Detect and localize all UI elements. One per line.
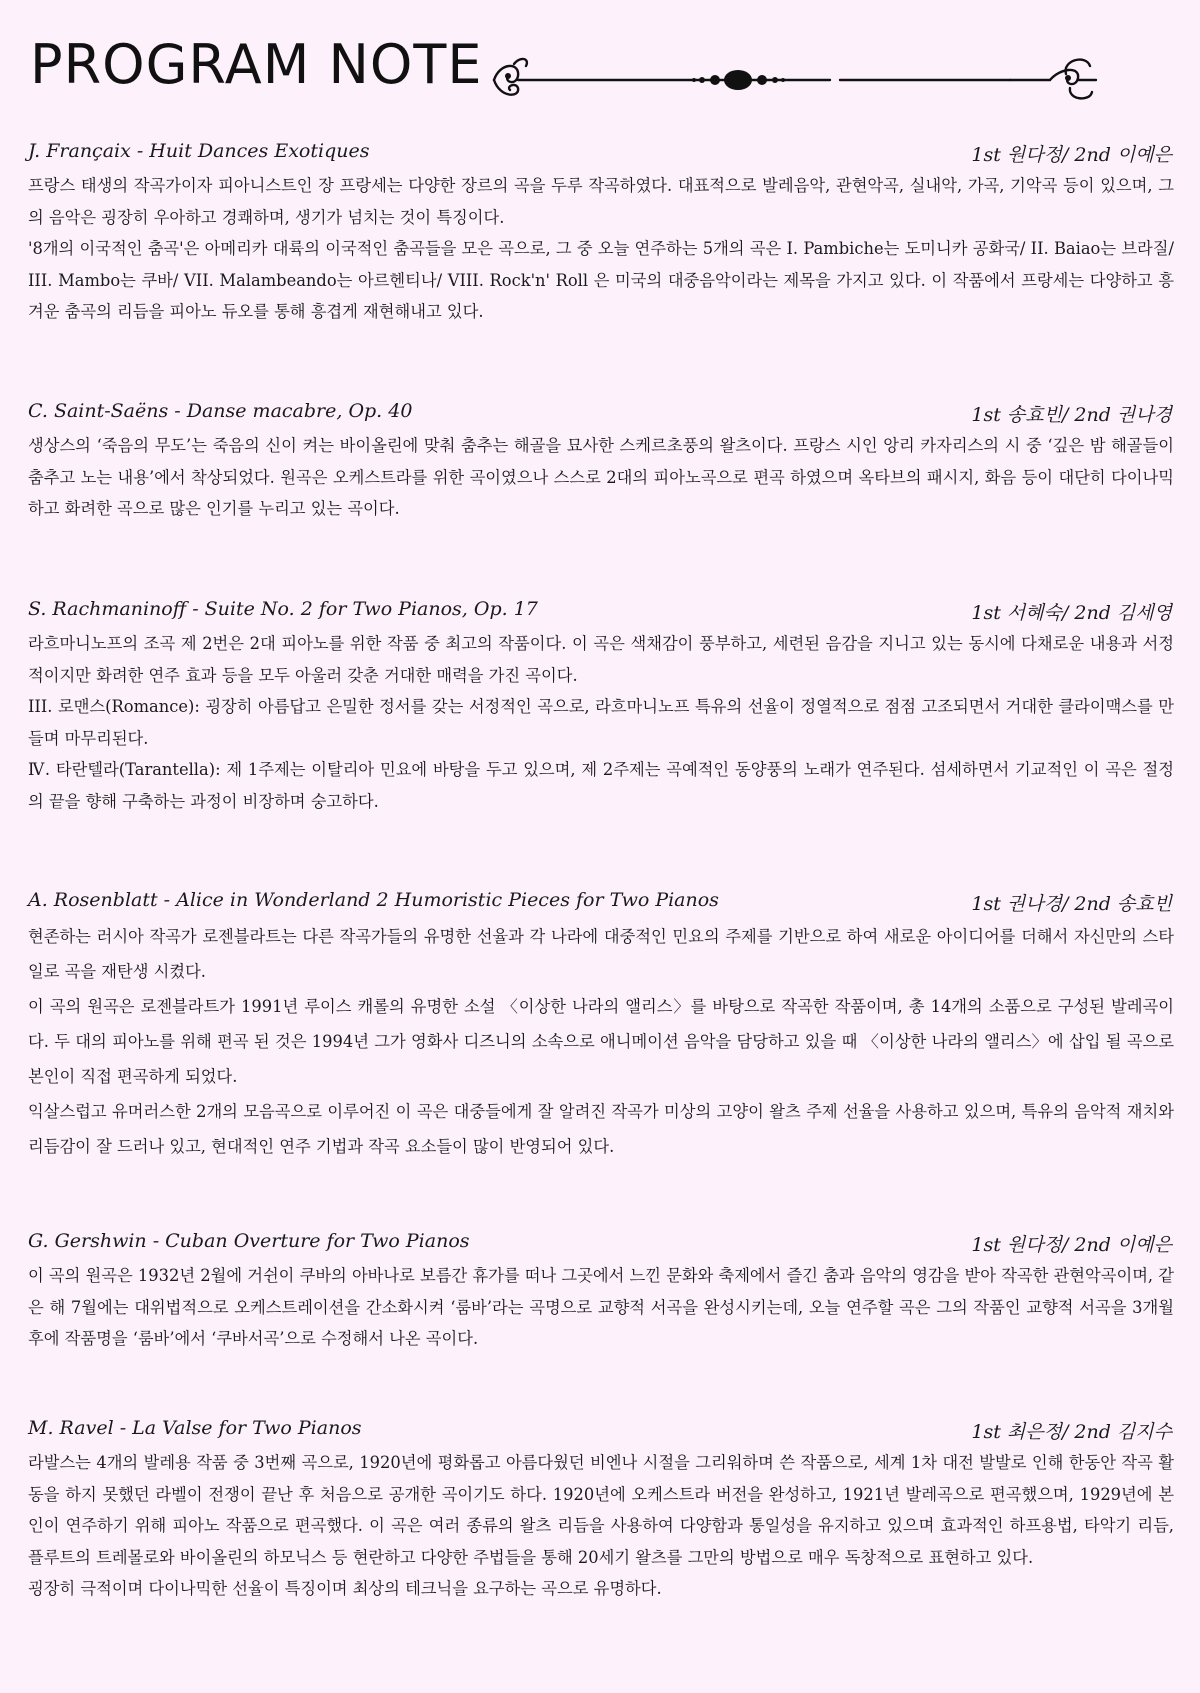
piece-title: G. Gershwin - Cuban Overture for Two Pianos <box>28 1230 470 1252</box>
entry-heading <box>28 889 1174 919</box>
entry-paragraph: 라발스는 4개의 발레용 작품 중 3번째 곡으로, 1920년에 평화롭고 아름다웠던 비엔나 시절을 그리워하며 쓴 작품으로, 세계 1차 대전 발발로 인해 한동안 작곡 활동을 하지 못했던 라벨이 전쟁이 끝난 후 처음으로 공개한 곡이기도 하다. 1920년에 오케스트라 버전을 완성하고, 1921년 발레곡으로 편곡했으며, 1929년에 본인이 연주하기 위해 피아노 작품으로 편곡했다. 이 곡은 여러 종류의 왈츠 리듬을 사용하여 다양함과 통일성을 유지하고 있으며 효과적인 하프용법, 타악기 리듬, 플루트의 트레몰로와 바이올린의 하모닉스 등 현란하고 다양한 주법들을 통해 20세기 왈츠를 그만의 방법으로 매우 독창적으로 표현하고 있다. <box>28 1453 1174 1567</box>
piece-title: S. Rachmaninoff - Suite No. 2 for Two Pianos, Op. 17 <box>28 598 538 620</box>
piece-title: J. Françaix - Huit Dances Exotiques <box>28 140 370 162</box>
entry-paragraph: '8개의 이국적인 춤곡'은 아메리카 대륙의 이국적인 춤곡들을 모은 곡으로, 그 중 오늘 연주하는 5개의 곡은 I. Pambiche는 도미니카 공화국/ II. Baiao는 브라질/ III. Mambo는 쿠바/ VII. Malambeando는 아르헨티나/ VIII. Rock'n' Roll 은 미국의 대중음악이라는 제목을 가지고 있다. 이 작품에서 프랑세는 다양하고 흥겨운 춤곡의 리듬을 피아노 듀오를 통해 흥겹게 재현해내고 있다. <box>28 239 1174 321</box>
entry-heading <box>28 598 1174 628</box>
program-entry <box>28 400 1174 525</box>
entry-paragraph: Ⅳ. 타란텔라(Tarantella): 제 1주제는 이탈리아 민요에 바탕을 두고 있으며, 제 2주제는 곡예적인 동양풍의 노래가 연주된다. 섬세하면서 기교적인 이 곡은 절정의 끝을 향해 구축하는 과정이 비장하며 숭고하다. <box>28 760 1174 811</box>
entry-paragraph: 굉장히 극적이며 다이나믹한 선율이 특징이며 최상의 테크닉을 요구하는 곡으로 유명하다. <box>28 1579 662 1598</box>
flourish-ornament-icon <box>490 48 1180 108</box>
performers: 1st 최은정/ 2nd 김지수 <box>971 1421 1172 1443</box>
entry-heading <box>28 140 1174 170</box>
entry-paragraph: 이 곡의 원곡은 1932년 2월에 거쉰이 쿠바의 아바나로 보름간 휴가를 떠나 그곳에서 느낀 문화와 축제에서 즐긴 춤과 음악의 영감을 받아 작곡한 관현악곡이며, 같은 해 7월에는 대위법적으로 오케스트레이션을 간소화시켜 ‘룸바’라는 곡명으로 교향적 서곡을 완성시키는데, 오늘 연주할 곡은 그의 작품인 교향적 서곡을 3개월 후에 작품명을 ‘룸바’에서 ‘쿠바서곡’으로 수정해서 나온 곡이다. <box>28 1266 1174 1348</box>
entry-paragraph: 생상스의 ‘죽음의 무도’는 죽음의 신이 켜는 바이올린에 맞춰 춤추는 해골을 묘사한 스케르초풍의 왈츠이다. 프랑스 시인 앙리 카자리스의 시 중 ‘깊은 밤 해골들이 춤추고 노는 내용’에서 착상되었다. 원곡은 오케스트라를 위한 곡이였으나 스스로 2대의 피아노곡으로 편곡 하였으며 옥타브의 패시지, 화음 등이 대단히 다이나믹하고 화려한 곡으로 많은 인기를 누리고 있는 곡이다. <box>28 436 1174 518</box>
performers: 1st 서혜숙/ 2nd 김세영 <box>971 602 1172 624</box>
piece-title: C. Saint-Saëns - Danse macabre, Op. 40 <box>28 400 413 422</box>
page-title: PROGRAM NOTE <box>30 33 483 96</box>
performers: 1st 원다정/ 2nd 이예은 <box>971 1234 1172 1256</box>
page-header <box>0 0 1200 120</box>
entry-paragraph: 라흐마니노프의 조곡 제 2번은 2대 피아노를 위한 작품 중 최고의 작품이다. 이 곡은 색채감이 풍부하고, 세련된 음감을 지니고 있는 동시에 다채로운 내용과 서정적이지만 화려한 연주 효과 등을 모두 아울러 갖춘 거대한 매력을 가진 곡이다. <box>28 634 1174 685</box>
program-entry <box>28 1230 1174 1355</box>
entry-paragraph: 이 곡의 원곡은 로젠블라트가 1991년 루이스 캐롤의 유명한 소설 〈이상한 나라의 앨리스〉를 바탕으로 작곡한 작품이며, 총 14개의 소품으로 구성된 발레곡이다. 두 대의 피아노를 위해 편곡 된 것은 1994년 그가 영화사 디즈니의 소속으로 애니메이션 음악을 담당하고 있을 때 〈이상한 나라의 앨리스〉에 삽입 될 곡으로 본인이 직접 편곡하게 되었다. <box>28 997 1174 1086</box>
performers: 1st 권나경/ 2nd 송효빈 <box>971 893 1172 915</box>
piece-title: M. Ravel - La Valse for Two Pianos <box>28 1417 362 1439</box>
performers: 1st 원다정/ 2nd 이예은 <box>971 144 1172 166</box>
entry-heading <box>28 1230 1174 1260</box>
program-entry <box>28 889 1174 1164</box>
entry-paragraph: III. 로맨스(Romance): 굉장히 아름답고 은밀한 정서를 갖는 서정적인 곡으로, 라흐마니노프 특유의 선율이 정열적으로 점점 고조되면서 거대한 클라이맥스를 만들며 마무리된다. <box>28 697 1174 748</box>
program-entry <box>28 598 1174 817</box>
entry-heading <box>28 400 1174 430</box>
entry-paragraph: 현존하는 러시아 작곡가 로젠블라트는 다른 작곡가들의 유명한 선율과 각 나라에 대중적인 민요의 주제를 기반으로 하여 새로운 아이디어를 더해서 자신만의 스타일로 곡을 재탄생 시켰다. <box>28 927 1174 981</box>
entry-paragraph: 익살스럽고 유머러스한 2개의 모음곡으로 이루어진 이 곡은 대중들에게 잘 알려진 작곡가 미상의 고양이 왈츠 주제 선율을 사용하고 있으며, 특유의 음악적 재치와 리듬감이 잘 드러나 있고, 현대적인 연주 기법과 작곡 요소들이 많이 반영되어 있다. <box>28 1102 1174 1156</box>
entry-heading <box>28 1417 1174 1447</box>
program-entry <box>28 140 1174 328</box>
program-entry <box>28 1417 1174 1605</box>
piece-title: A. Rosenblatt - Alice in Wonderland 2 Humoristic Pieces for Two Pianos <box>28 889 719 911</box>
performers: 1st 송효빈/ 2nd 권나경 <box>971 404 1172 426</box>
entry-paragraph: 프랑스 태생의 작곡가이자 피아니스트인 장 프랑세는 다양한 장르의 곡을 두루 작곡하였다. 대표적으로 발레음악, 관현악곡, 실내악, 가곡, 기악곡 등이 있으며, 그의 음악은 굉장히 우아하고 경쾌하며, 생기가 넘치는 것이 특징이다. <box>28 176 1174 227</box>
